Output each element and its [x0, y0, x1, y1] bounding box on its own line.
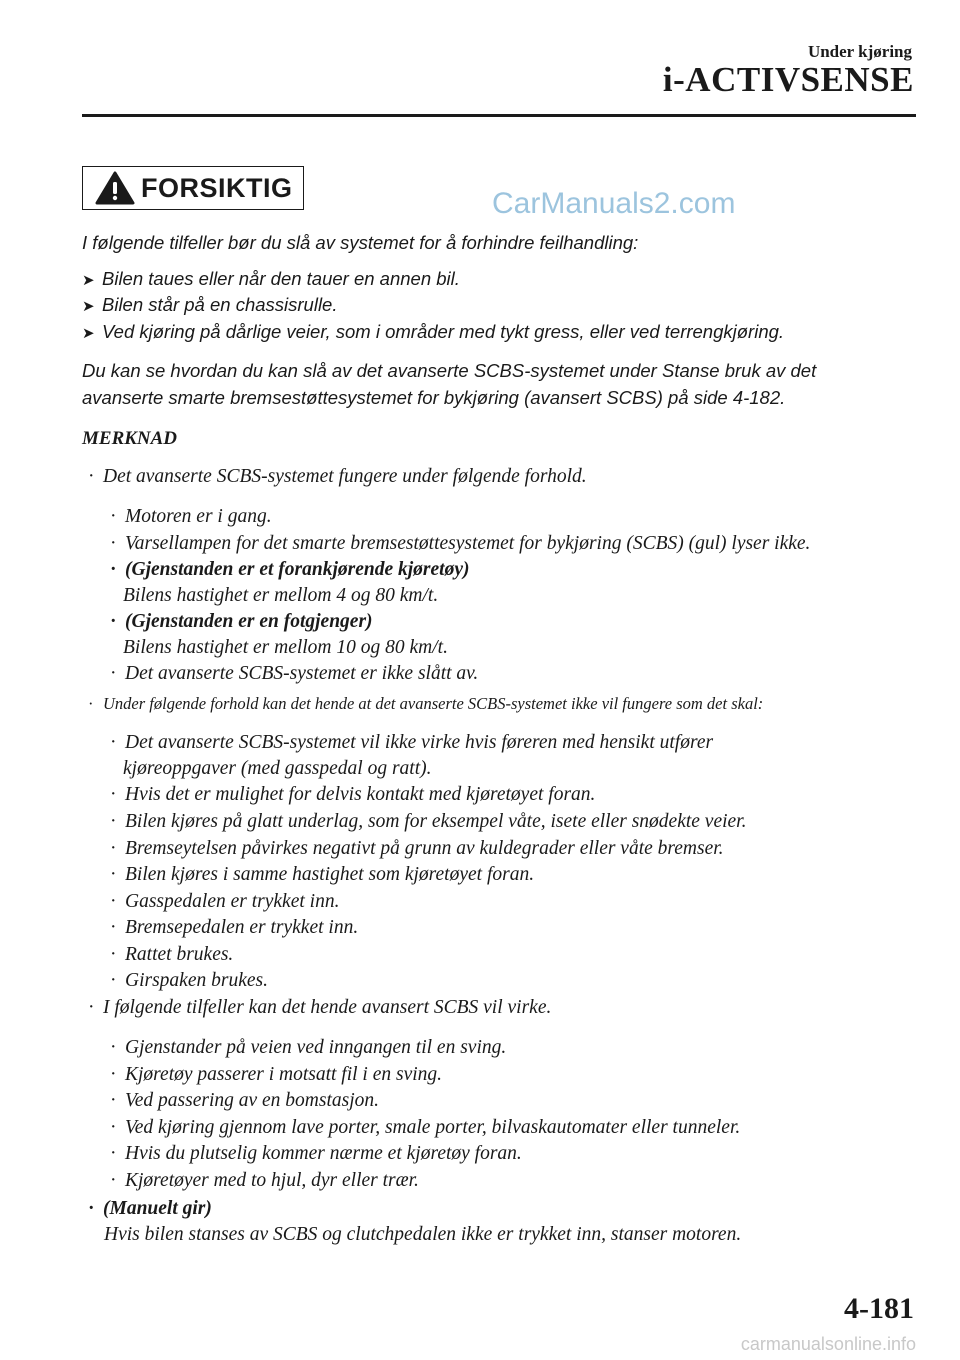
- note-sub-bullet: · Rattet brukes.: [110, 944, 234, 965]
- section-title: Under kjøring: [807, 42, 912, 61]
- caution-item: ➤ Ved kjøring på dårlige veier, som i områder med tykt gress, eller ved terrengkjøring.: [82, 321, 785, 342]
- note-bullet: · (Manuelt gir): [88, 1198, 212, 1219]
- note-bullet-continuation: Hvis bilen stanses av SCBS og clutchpedalen ikke er trykket inn, stanser motoren.: [104, 1224, 742, 1245]
- note-sub-bullet: · Bilen kjøres på glatt underlag, som for eksempel våte, isete eller snødekte veier.: [110, 811, 747, 832]
- watermark: CarManuals2.com: [492, 187, 736, 220]
- note-bullet: · Det avanserte SCBS-systemet fungere under følgende forhold.: [88, 466, 587, 487]
- note-sub-bullet: · Bremsepedalen er trykket inn.: [110, 917, 359, 938]
- header-rule: [82, 114, 916, 117]
- note-sub-bullet: · Kjøretøyer med to hjul, dyr eller trær.: [110, 1170, 419, 1191]
- note-sub-bullet: · Kjøretøy passerer i motsatt fil i en sving.: [110, 1064, 443, 1085]
- page-number: 4-181: [844, 1292, 914, 1325]
- note-title: MERKNAD: [82, 428, 178, 449]
- caution-title: FORSIKTIG: [141, 172, 293, 203]
- note-sub-bullet: · (Gjenstanden er et forankjørende kjøretøy): [110, 559, 470, 580]
- note-sub-bullet: · Gjenstander på veien ved inngangen til en sving.: [110, 1037, 507, 1058]
- note-sub-bullet-continuation: kjøreoppgaver (med gasspedal og ratt).: [123, 758, 432, 779]
- caution-heading: [82, 166, 304, 210]
- note-bullet: · Under følgende forhold kan det hende at det avanserte SCBS-systemet ikke vil fungere som det skal:: [88, 694, 764, 713]
- note-sub-bullet: · Gasspedalen er trykket inn.: [110, 891, 340, 912]
- note-sub-bullet: · Det avanserte SCBS-systemet er ikke slått av.: [110, 663, 479, 684]
- chapter-title: i-ACTIVSENSE: [662, 60, 914, 99]
- note-sub-bullet: · Det avanserte SCBS-systemet vil ikke virke hvis føreren med hensikt utfører: [110, 732, 714, 753]
- note-sub-bullet: · (Gjenstanden er en fotgjenger): [110, 611, 373, 632]
- note-sub-bullet: · Hvis det er mulighet for delvis kontakt med kjøretøyet foran.: [110, 784, 596, 805]
- note-sub-bullet: · Girspaken brukes.: [110, 970, 268, 991]
- note-sub-bullet: · Motoren er i gang.: [110, 506, 272, 527]
- footer-site: carmanualsonline.info: [740, 1334, 916, 1354]
- note-sub-bullet: · Hvis du plutselig kommer nærme et kjøretøy foran.: [110, 1143, 522, 1164]
- note-sub-bullet-continuation: Bilens hastighet er mellom 4 og 80 km/t.: [123, 585, 439, 606]
- note-sub-bullet: · Ved kjøring gjennom lave porter, smale porter, bilvaskautomater eller tunneler.: [110, 1117, 741, 1138]
- note-sub-bullet: · Ved passering av en bomstasjon.: [110, 1090, 380, 1111]
- note-sub-bullet: · Bremseytelsen påvirkes negativt på grunn av kuldegrader eller våte bremser.: [110, 838, 724, 859]
- caution-item: ➤ Bilen står på en chassisrulle.: [82, 294, 338, 315]
- caution-intro: I følgende tilfeller bør du slå av systemet for å forhindre feilhandling:: [82, 232, 639, 253]
- note-sub-bullet: · Varsellampen for det smarte bremsestøttesystemet for bykjøring (SCBS) (gul) lyser ikke.: [110, 533, 811, 554]
- caution-paragraph-line: avanserte smarte bremsestøttesystemet for bykjøring (avansert SCBS) på side 4-182.: [82, 387, 786, 408]
- note-bullet: · I følgende tilfeller kan det hende avansert SCBS vil virke.: [88, 997, 552, 1018]
- note-sub-bullet: · Bilen kjøres i samme hastighet som kjøretøyet foran.: [110, 864, 535, 885]
- warning-triangle-icon: [95, 171, 135, 205]
- caution-item: ➤ Bilen taues eller når den tauer en annen bil.: [82, 268, 460, 289]
- note-sub-bullet-continuation: Bilens hastighet er mellom 10 og 80 km/t.: [123, 637, 448, 658]
- caution-paragraph-line: Du kan se hvordan du kan slå av det avanserte SCBS-systemet under Stanse bruk av det: [82, 360, 817, 381]
